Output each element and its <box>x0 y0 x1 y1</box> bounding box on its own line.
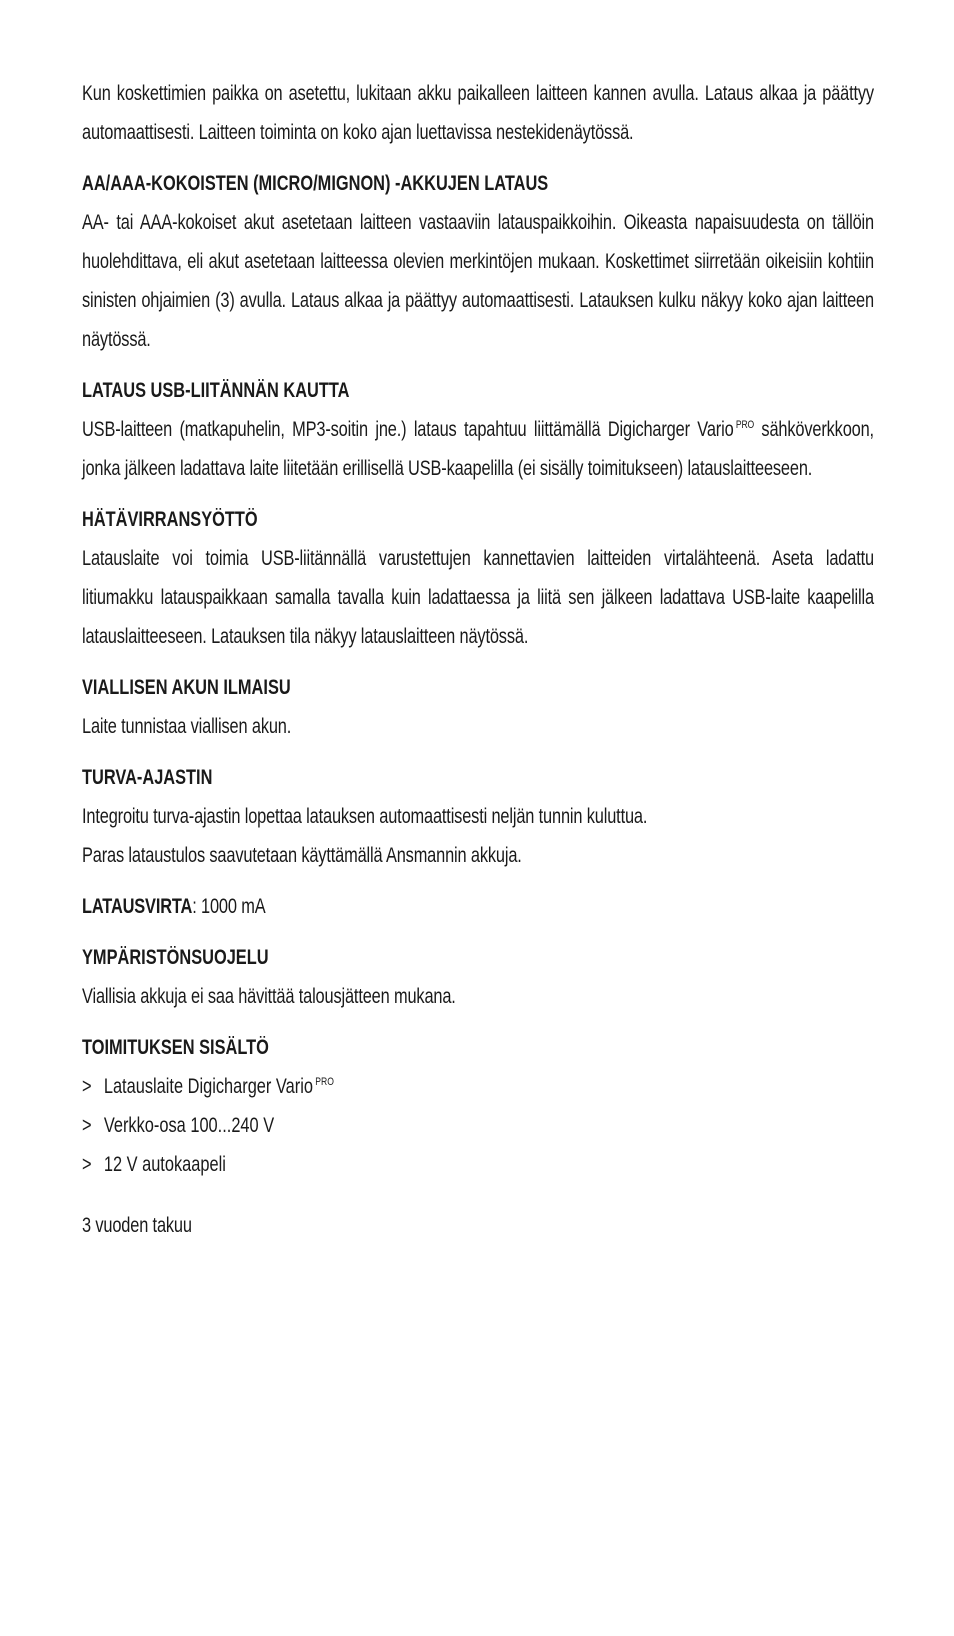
section-environment <box>82 938 874 1016</box>
pro-superscript: PRO <box>315 1076 334 1088</box>
list-item-text: Latauslaite Digicharger Vario <box>103 1075 313 1098</box>
section-body: Viallisia akkuja ei saa hävittää talousjätteen mukana. <box>82 985 456 1008</box>
charging-current-colon: : <box>192 895 197 918</box>
section-emergency-power <box>82 500 874 656</box>
contents-list <box>82 1067 874 1184</box>
usb-text-before: USB-laitteen (matkapuhelin, MP3-soitin jne.) lataus tapahtuu liittämällä Digicharger Vario <box>82 418 734 441</box>
section-heading: VIALLISEN AKUN ILMAISU <box>82 676 291 699</box>
warranty-text: 3 vuoden takuu <box>82 1214 192 1237</box>
list-item <box>82 1067 874 1106</box>
section-heading: YMPÄRISTÖNSUOJELU <box>82 946 269 969</box>
charging-current-label: LATAUSVIRTA <box>82 895 193 918</box>
list-item-text: 12 V autokaapeli <box>103 1153 226 1176</box>
section-usb-charging <box>82 371 874 488</box>
section-body-line1: Integroitu turva-ajastin lopettaa latauksen automaattisesti neljän tunnin kuluttua. <box>82 805 648 828</box>
bullet-marker: > <box>82 1153 92 1176</box>
section-heading: AA/AAA-KOKOISTEN (MICRO/MIGNON) -AKKUJEN LATAUS <box>82 172 549 195</box>
section-heading: HÄTÄVIRRANSYÖTTÖ <box>82 508 258 531</box>
charging-current-line <box>82 887 874 926</box>
intro-paragraph: Kun koskettimien paikka on asetettu, lukitaan akku paikalleen laitteen kannen avulla. Lataus alkaa ja päättyy automaattisesti. Laitteen toiminta on koko ajan luettavissa nestekidenäytössä. <box>82 82 874 144</box>
usb-text-after: sähköverkkoon, jonka jälkeen ladattava laite liitetään erillisellä USB-kaapelilla (ei sisälly toimitukseen) latauslaitteeseen. <box>82 418 874 480</box>
section-charging-current <box>82 887 874 926</box>
section-heading: TOIMITUKSEN SISÄLTÖ <box>82 1036 269 1059</box>
section-heading: TURVA-AJASTIN <box>82 766 213 789</box>
section-aa-aaa-charging <box>82 164 874 359</box>
section-safety-timer <box>82 758 874 875</box>
section-body <box>82 410 874 488</box>
list-item <box>82 1145 874 1184</box>
section-body-line2: Paras lataustulos saavutetaan käyttämällä Ansmannin akkuja. <box>82 844 522 867</box>
bullet-marker: > <box>82 1114 92 1137</box>
charging-current-value: 1000 mA <box>196 895 266 918</box>
section-body: AA- tai AAA-kokoiset akut asetetaan laitteen vastaaviin latauspaikkoihin. Oikeasta napaisuudesta on tällöin huolehdittava, eli akut asetetaan laitteessa olevien merkintöjen mukaan. Koskettimet siirretään oikeisiin kohtiin sinisten ohjaimien (3) avulla. Lataus alkaa ja päättyy automaattisesti. Latauksen kulku näkyy koko ajan laitteen näytössä. <box>82 211 874 351</box>
section-package-contents <box>82 1028 874 1184</box>
document-page <box>82 74 874 1245</box>
section-faulty-battery <box>82 668 874 746</box>
list-item <box>82 1106 874 1145</box>
pro-superscript: PRO <box>735 419 755 431</box>
bullet-marker: > <box>82 1075 92 1098</box>
section-heading: LATAUS USB-LIITÄNNÄN KAUTTA <box>82 379 350 402</box>
list-item-text: Verkko-osa 100...240 V <box>103 1114 275 1137</box>
section-body: Latauslaite voi toimia USB-liitännällä varustettujen kannettavien laitteiden virtalähteenä. Aseta ladattu litiumakku latauspaikkaan samalla tavalla kuin ladattaessa ja liitä sen jälkeen ladattava USB-laite kaapelilla latauslaitteeseen. Latauksen tila näkyy latauslaitteen näytössä. <box>82 547 874 648</box>
section-body: Laite tunnistaa viallisen akun. <box>82 715 292 738</box>
